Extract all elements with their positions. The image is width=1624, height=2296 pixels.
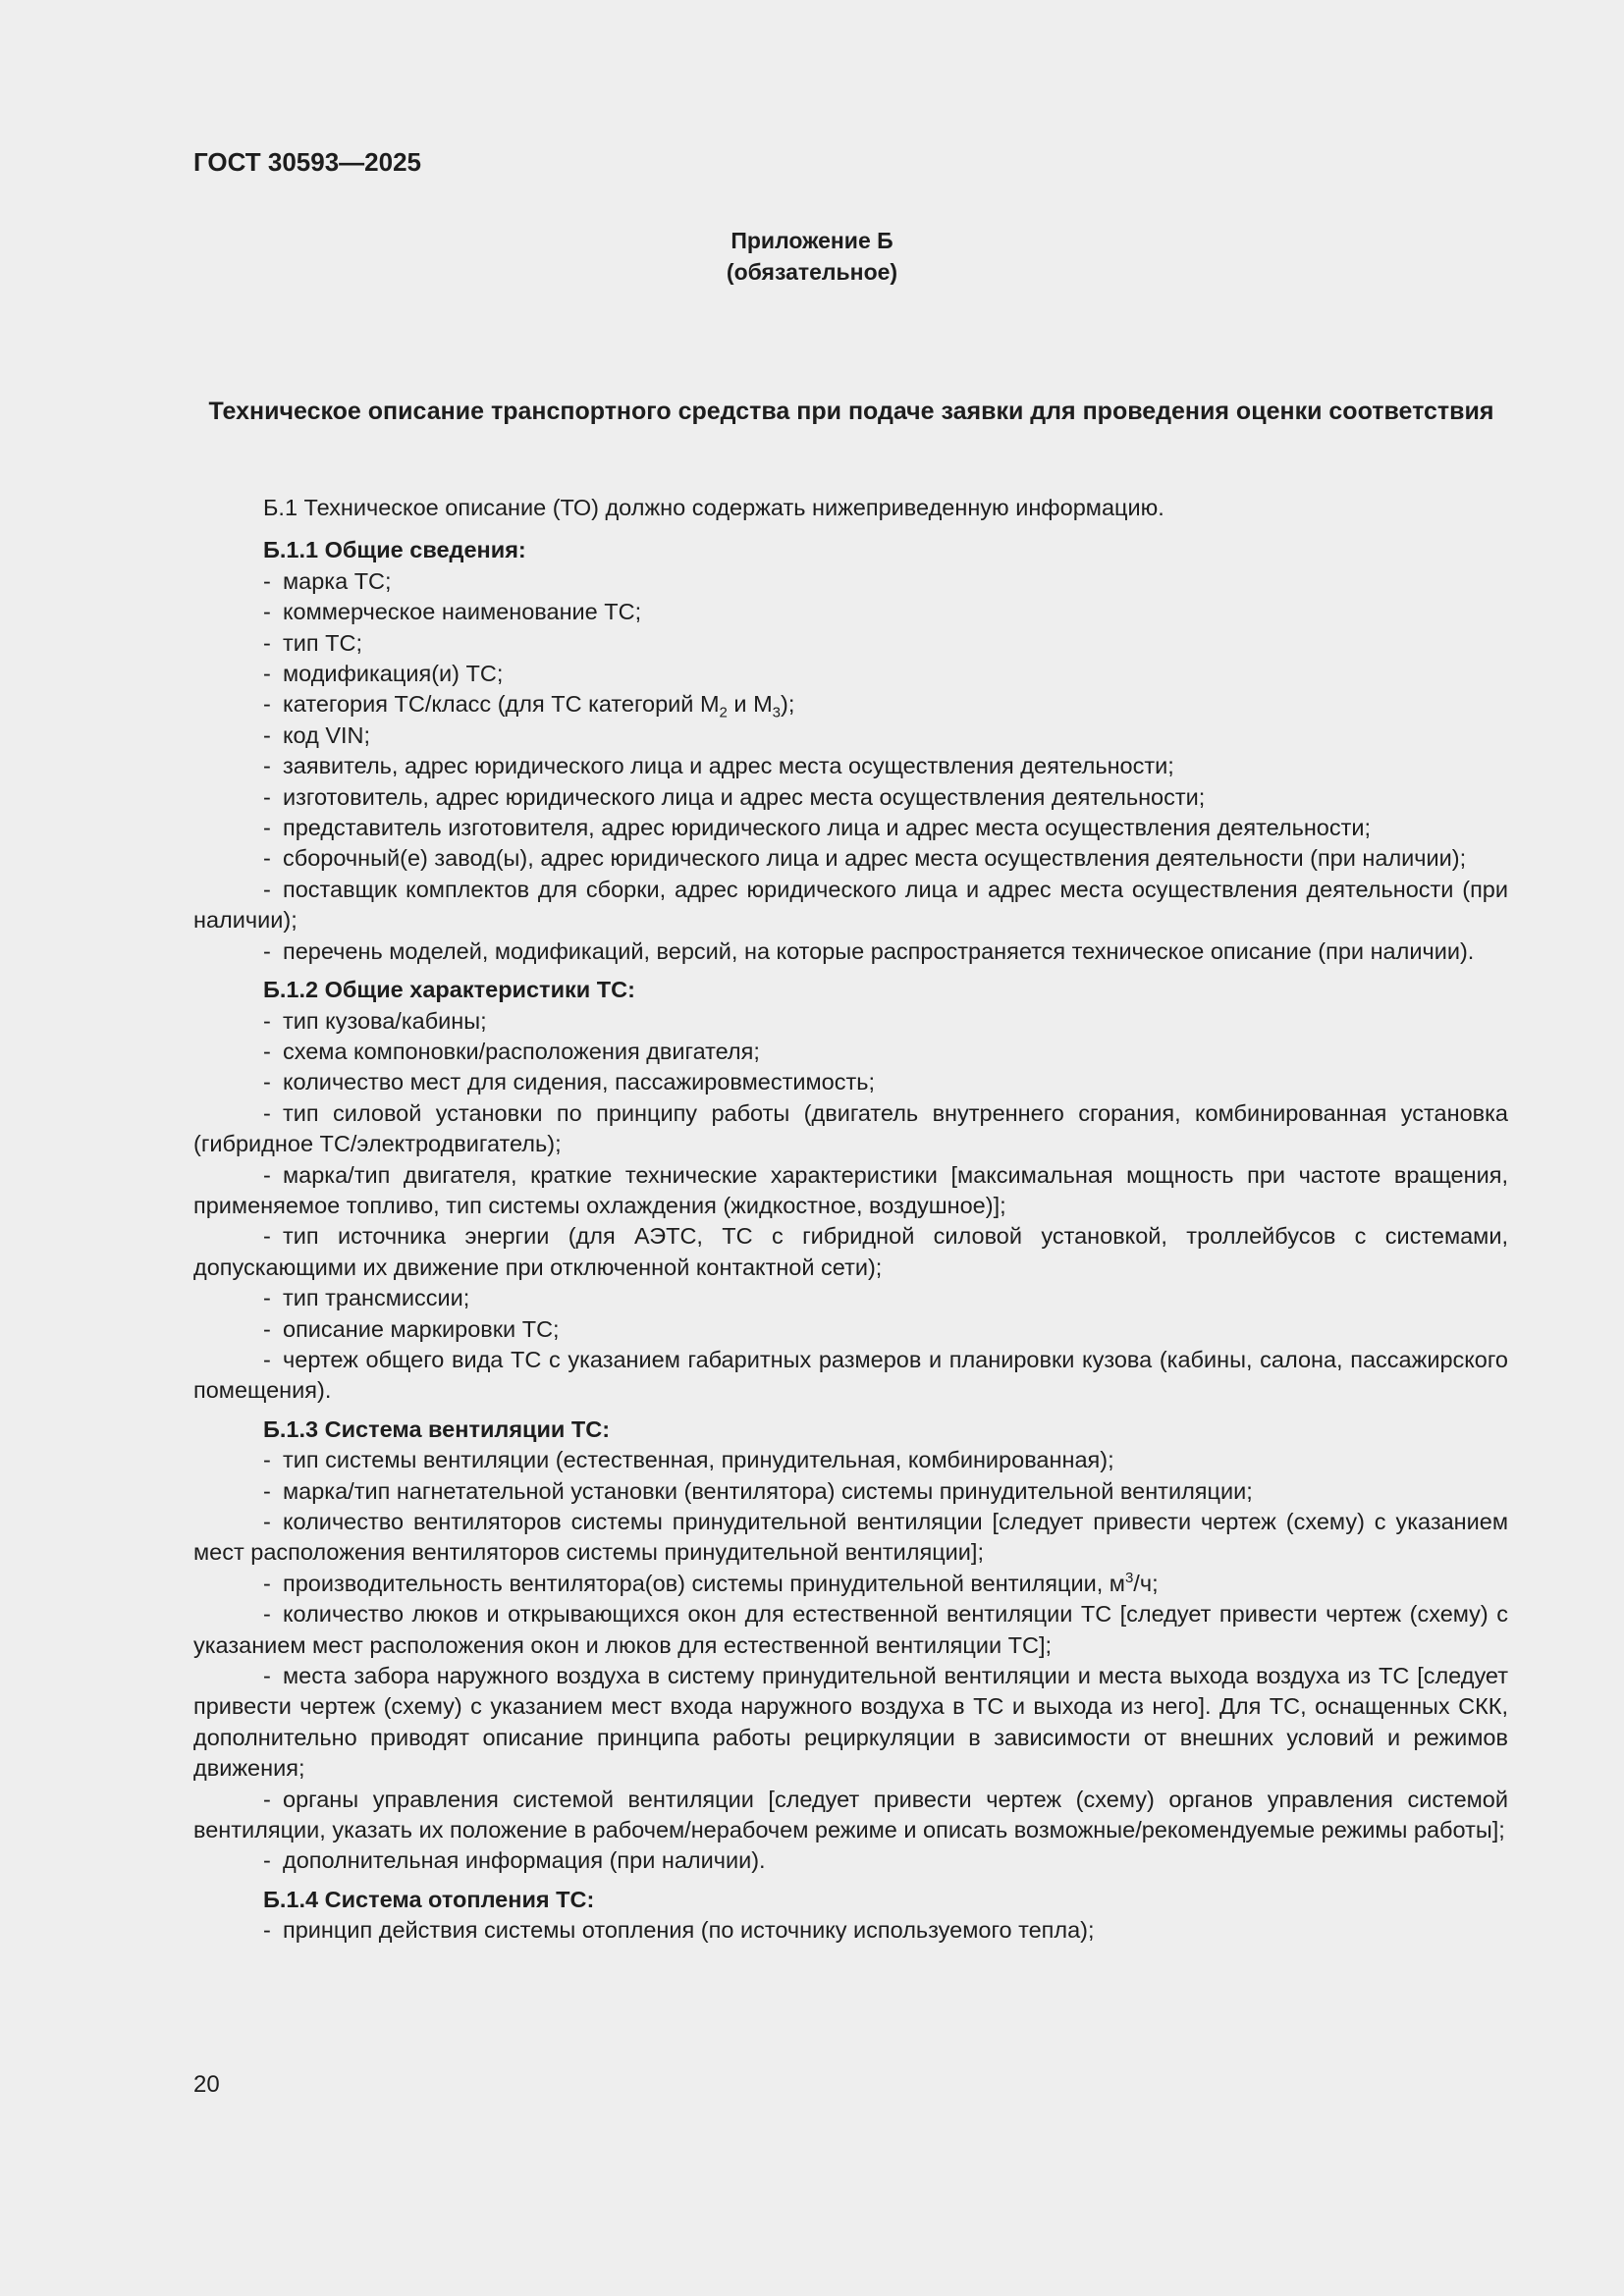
list-item-text: места забора наружного воздуха в систему принудительной вентиляции и места выхода воздуха из ТС [следует привести чертеж (схему) с указанием мест входа наружного воздуха в ТС и выхода из него]. Для ТС, оснащенных СКК, дополнительно приводят описание принципа работы рециркуляции в зависимости от внешних условий и режимов движения; (193, 1663, 1508, 1782)
text-fragment: производительность вентилятора(ов) системы принудительной вентиляции, м (283, 1570, 1125, 1596)
list-dash: - (263, 661, 271, 687)
list-dash: - (263, 1223, 271, 1250)
list-item-text: чертеж общего вида ТС с указанием габаритных размеров и планировки кузова (кабины, салона, пассажирского помещения). (193, 1346, 1508, 1404)
annex-title: Приложение Б (731, 228, 893, 253)
list-item-text: заявитель, адрес юридического лица и адрес места осуществления деятельности; (283, 753, 1174, 779)
text-fragment: 3 (772, 705, 781, 722)
list-item-text: принцип действия системы отопления (по источнику используемого тепла); (283, 1917, 1095, 1944)
list-item (193, 1067, 1508, 1097)
list-item-text: поставщик комплектов для сборки, адрес юридического лица и адрес места осуществления деятельности (при наличии); (193, 876, 1508, 934)
list-dash: - (263, 1477, 271, 1504)
list-item (193, 1098, 1508, 1160)
list-item (193, 1785, 1508, 1846)
list-dash: - (263, 1161, 271, 1188)
section-heading: Б.1.1 Общие сведения: (263, 537, 526, 563)
list-dash: - (263, 1285, 271, 1311)
text-fragment: ); (781, 691, 795, 718)
list-item (193, 597, 1508, 627)
list-item (193, 1507, 1508, 1569)
section-heading: Б.1.2 Общие характеристики ТС: (263, 977, 635, 1003)
list-item (193, 782, 1508, 813)
list-item-text: перечень моделей, модификаций, версий, на которые распространяется техническое описание (при наличии). (283, 937, 1475, 964)
list-item (193, 1476, 1508, 1507)
list-item-text: марка/тип нагнетательной установки (вентилятора) системы принудительной вентиляции; (283, 1477, 1253, 1504)
list-dash: - (263, 876, 271, 902)
text-fragment: /ч; (1133, 1570, 1159, 1596)
list-dash: - (263, 1917, 271, 1944)
list-item-text: коммерческое наименование ТС; (283, 599, 642, 625)
list-item (193, 689, 1508, 720)
list-item (193, 1037, 1508, 1067)
list-item-text (283, 1571, 1159, 1596)
list-item-text (283, 691, 795, 722)
list-item (193, 1006, 1508, 1037)
document-code-header: ГОСТ 30593—2025 (193, 147, 421, 177)
list-item (193, 843, 1508, 874)
list-item-text: изготовитель, адрес юридического лица и адрес места осуществления деятельности; (283, 783, 1206, 810)
list-item-text: тип источника энергии (для АЭТС, ТС с гибридной силовой установкой, троллейбусов с системами, допускающими их движение при отключенной контактной сети); (193, 1223, 1508, 1280)
list-item (193, 628, 1508, 659)
list-item (193, 1314, 1508, 1345)
list-item-text: количество вентиляторов системы принудительной вентиляции [следует привести чертеж (схему) с указанием мест расположения вентиляторов системы принудительной вентиляции]; (193, 1509, 1508, 1566)
section-title: Техническое описание транспортного средства при подаче заявки для проведения оценки соответствия (208, 398, 1494, 425)
list-dash: - (263, 753, 271, 779)
list-item (193, 936, 1508, 967)
list-dash: - (263, 721, 271, 748)
list-dash: - (263, 1038, 271, 1064)
list-item-text: сборочный(е) завод(ы), адрес юридического лица и адрес места осуществления деятельности (при наличии); (283, 845, 1467, 872)
list-item-text: количество люков и открывающихся окон для естественной вентиляции ТС [следует привести чертеж (схему) с указанием мест расположения окон и люков для естественной вентиляции ТС]; (193, 1601, 1508, 1658)
list-item (193, 1160, 1508, 1222)
list-dash: - (263, 783, 271, 810)
list-item-text: схема компоновки/расположения двигателя; (283, 1038, 760, 1064)
list-dash: - (263, 1601, 271, 1628)
list-item (193, 1599, 1508, 1661)
list-item-text: модификация(и) ТС; (283, 661, 504, 687)
section-heading: Б.1.4 Система отопления ТС: (263, 1886, 595, 1912)
list-item (193, 1569, 1508, 1599)
list-item-text: описание маркировки ТС; (283, 1315, 560, 1342)
list-dash: - (263, 1786, 271, 1812)
list-item-text: тип системы вентиляции (естественная, принудительная, комбинированная); (283, 1447, 1114, 1473)
text-fragment: и М (727, 691, 773, 718)
list-item-text: органы управления системой вентиляции [следует привести чертеж (схему) органов управления системой вентиляции, указать их положение в рабочем/нерабочем режиме и описать возможные/рекомендуемые режимы работы]; (193, 1786, 1508, 1843)
list-item (193, 751, 1508, 781)
list-item (193, 1345, 1508, 1407)
list-item-text: марка/тип двигателя, краткие технические характеристики [максимальная мощность при частоте вращения, применяемое топливо, тип системы охлаждения (жидкостное, воздушное)]; (193, 1161, 1508, 1218)
list-dash: - (263, 1069, 271, 1095)
list-item (193, 659, 1508, 689)
list-item-text: тип кузова/кабины; (283, 1007, 487, 1034)
list-item (193, 1445, 1508, 1475)
list-dash: - (263, 1346, 271, 1372)
text-fragment: 3 (1124, 1569, 1134, 1586)
list-item-text: тип трансмиссии; (283, 1285, 470, 1311)
document-body (193, 493, 1508, 1947)
list-item-text: тип ТС; (283, 629, 362, 656)
text-fragment: 2 (719, 705, 728, 722)
list-item-text: количество мест для сидения, пассажировместимость; (283, 1069, 876, 1095)
list-dash: - (263, 1570, 271, 1596)
list-dash: - (263, 567, 271, 594)
list-dash: - (263, 1099, 271, 1126)
list-dash: - (263, 1509, 271, 1534)
list-item (193, 1283, 1508, 1313)
list-item-text: код VIN; (283, 721, 371, 748)
list-item (193, 1845, 1508, 1876)
page-number: 20 (193, 2071, 220, 2098)
list-item-text: дополнительная информация (при наличии). (283, 1847, 766, 1874)
list-dash: - (263, 599, 271, 625)
list-item-text: марка ТС; (283, 567, 392, 594)
list-dash: - (263, 1663, 271, 1689)
list-dash: - (263, 629, 271, 656)
intro-paragraph: Б.1 Техническое описание (ТО) должно содержать нижеприведенную информацию. (263, 495, 1164, 520)
list-item (193, 1221, 1508, 1283)
list-item (193, 1661, 1508, 1785)
annex-heading (0, 225, 1624, 288)
list-dash: - (263, 1847, 271, 1874)
list-item (193, 813, 1508, 843)
list-dash: - (263, 691, 271, 718)
list-item-text: тип силовой установки по принципу работы (двигатель внутреннего сгорания, комбинированная установка (гибридное ТС/электродвигатель); (193, 1099, 1508, 1157)
list-dash: - (263, 1447, 271, 1473)
list-item (193, 875, 1508, 936)
list-dash: - (263, 937, 271, 964)
list-dash: - (263, 1315, 271, 1342)
list-item (193, 566, 1508, 597)
text-fragment: категория ТС/класс (для ТС категорий М (283, 691, 720, 718)
annex-status: (обязательное) (726, 259, 898, 285)
section-heading: Б.1.3 Система вентиляции ТС: (263, 1415, 611, 1442)
list-item (193, 721, 1508, 751)
list-item-text: представитель изготовителя, адрес юридического лица и адрес места осуществления деятельности; (283, 815, 1372, 841)
list-dash: - (263, 815, 271, 841)
list-dash: - (263, 845, 271, 872)
list-dash: - (263, 1007, 271, 1034)
list-item (193, 1915, 1508, 1946)
